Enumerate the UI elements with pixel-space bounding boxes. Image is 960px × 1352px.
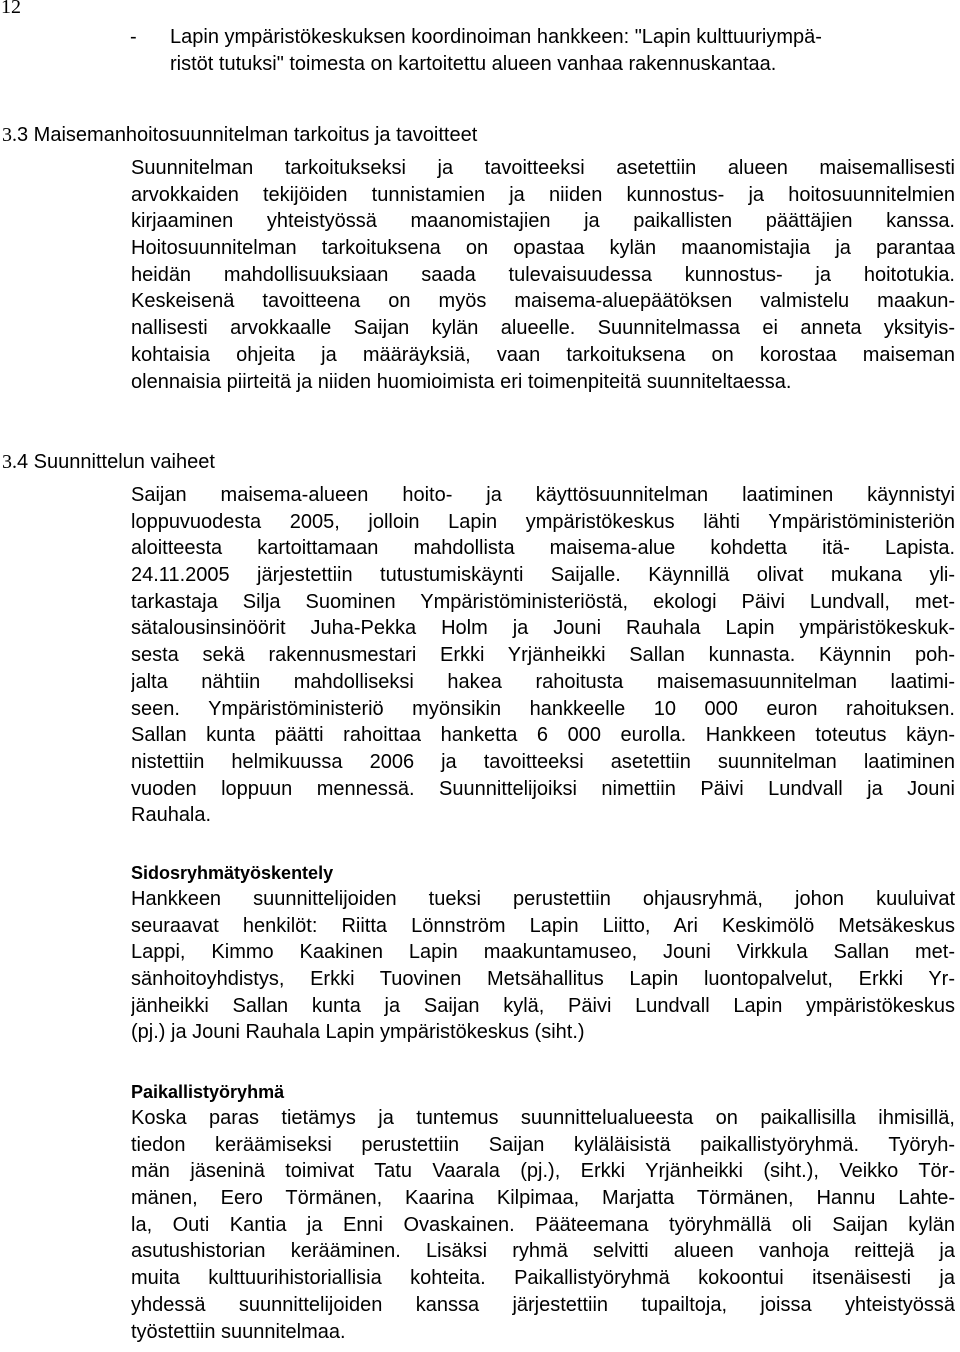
paragraph-line: vuoden loppuun mennessä. Suunnittelijoiksi nimettiin Päivi Lundvall ja Jouni (131, 777, 955, 800)
paragraph-line: Hankkeen suunnittelijoiden tueksi perustettiin ohjausryhmä, johon kuuluivat (131, 888, 955, 910)
paragraph-line: la, Outi Kantia ja Enni Ovaskainen. Pääteemana työryhmällä oli Saijan kylän (131, 1213, 955, 1236)
paragraph-line: asutushistorian kerääminen. Lisäksi ryhmä selvitti alueen vanhoja reittejä ja (131, 1240, 955, 1263)
section-heading-3-3 (2, 122, 477, 148)
section-number: 3. (2, 451, 17, 473)
paragraph-line: nallisesti arvokkaalle Saijan kylän alueelle. Suunnitelmassa ei anneta yksityis- (131, 317, 955, 340)
paragraph-line: tarkastaja Silja Suominen Ympäristöministeriöstä, ekologi Päivi Lundvall, met- (131, 590, 955, 613)
paragraph-line: loppuvuodesta 2005, jolloin Lapin ympäristökeskus lähti Ympäristöministeriön (131, 510, 955, 533)
paragraph-line: Lappi, Kimmo Kaakinen Lapin maakuntamuseo, Jouni Virkkula Sallan met- (131, 941, 955, 964)
paragraph-line: olennaisia piirteitä ja niiden huomioimista eri toimenpiteitä suunniteltaessa. (131, 370, 792, 393)
paragraph-line: 24.11.2005 järjestettiin tutustumiskäynti Saijalle. Käynnillä olivat mukana yli- (131, 564, 955, 587)
paragraph-line: kirjaaminen yhteistyössä maanomistajien ja paikallisten päättäjien kanssa. (131, 210, 955, 233)
paragraph-line: Sallan kunta päätti rahoittaa hanketta 6 000 eurolla. Hankkeen toteutus käyn- (131, 724, 955, 747)
paragraph-line: sesta sekä rakennusmestari Erkki Yrjänheikki Sallan kunnasta. Käynnin poh- (131, 644, 955, 667)
paragraph-line: sänhoitoyhdistys, Erkki Tuovinen Metsähallitus Lapin luontopalvelut, Erkki Yr- (131, 968, 955, 991)
section-title: 3 Maisemanhoitosuunnitelman tarkoitus ja tavoitteet (17, 124, 478, 146)
section-title: 4 Suunnittelun vaiheet (17, 451, 215, 473)
paragraph-line: muita kulttuurihistoriallisia kohteita. Paikallistyöryhmä kokoontui itsenäisesti ja (131, 1267, 955, 1290)
paragraph-line: Suunnitelman tarkoitukseksi ja tavoitteeksi asetettiin alueen maisemallisesti (131, 157, 955, 179)
paragraph-line: jänheikki Sallan kunta ja Saijan kylä, Päivi Lundvall Lapin ympäristökeskus (131, 994, 955, 1017)
paragraph-line: Hoitosuunnitelman tarkoituksena on opastaa kylän maanomistajia ja parantaa (131, 237, 955, 260)
paragraph-line: Saijan maisema-alueen hoito- ja käyttösuunnitelman laatiminen käynnistyi (131, 484, 955, 506)
paragraph-line: seuraavat henkilöt: Riitta Lönnström Lapin Liitto, Ari Keskimölö Metsäkeskus (131, 914, 955, 937)
paragraph-line: (pj.) ja Jouni Rauhala Lapin ympäristökeskus (siht.) (131, 1021, 585, 1044)
page-number: 12 (1, 0, 21, 18)
paragraph-line: nistettiin helmikuussa 2006 ja tavoitteeksi asetettiin suunnitelman laatiminen (131, 750, 955, 773)
paragraph-line: yhdessä suunnittelijoiden kanssa järjestettiin tupailtoja, joissa yhteistyössä (131, 1293, 955, 1316)
bullet-item (130, 24, 952, 77)
paragraph-line: män jäseninä toimivat Tatu Vaarala (pj.), Erkki Yrjänheikki (siht.), Veikko Tör- (131, 1160, 955, 1183)
paikallisryhma-section (131, 1079, 955, 1345)
paragraph-line: tiedon keräämiseksi perustettiin Saijan kyläläisistä paikallistyöryhmä. Työryh- (131, 1133, 955, 1156)
subsection-heading: Sidosryhmätyöskentely (131, 863, 334, 883)
paragraph-line: Keskeisenä tavoitteena on myös maisema-aluepäätöksen valmistelu maakun- (131, 290, 955, 313)
paragraph-line: Koska paras tietämys ja tuntemus suunnittelualueesta on paikallisilla ihmisillä, (131, 1107, 955, 1129)
paragraph-line: työstettiin suunnitelmaa. (131, 1320, 346, 1343)
subsection-heading: Paikallistyöryhmä (131, 1082, 285, 1102)
paragraph-line: heidän mahdollisuuksiaan saada tulevaisuudessa kunnostus- ja hoitotukia. (131, 263, 955, 286)
paragraph-line: kohtaisia ohjeita ja määräyksiä, vaan tarkoituksena on korostaa maiseman (131, 343, 955, 366)
section-heading-3-4 (2, 449, 215, 475)
bullet-line: Lapin ympäristökeskuksen koordinoiman hankkeen: "Lapin kulttuuriympä- (170, 26, 822, 48)
section-3-3-body (131, 155, 955, 395)
paragraph-line: aloitteesta kartoittamaan mahdollista maisema-alue kohdetta itä- Lapista. (131, 537, 955, 560)
section-number: 3. (2, 124, 17, 146)
bullet-dash: - (130, 26, 137, 48)
paragraph-line: seen. Ympäristöministeriö myönsikin hankkeelle 10 000 euron rahoituksen. (131, 697, 955, 720)
paragraph-line: sätalousinsinöörit Juha-Pekka Holm ja Jouni Rauhala Lapin ympäristökeskuk- (131, 617, 955, 640)
paragraph-line: arvokkaiden tekijöiden tunnistamien ja niiden kunnostus- ja hoitosuunnitelmien (131, 183, 955, 206)
paragraph-line: mänen, Eero Törmänen, Kaarina Kilpimaa, Marjatta Törmänen, Hannu Lahte- (131, 1187, 955, 1210)
bullet-line: ristöt tutuksi" toimesta on kartoitettu alueen vanhaa rakennuskantaa. (170, 52, 777, 75)
section-3-4-body (131, 482, 955, 829)
sidosryhma-section (131, 860, 955, 1046)
paragraph-line: jalta nähtiin mahdolliseksi hakea rahoitusta maisemasuunnitelman laatimi- (131, 670, 955, 693)
paragraph-line: Rauhala. (131, 804, 212, 827)
